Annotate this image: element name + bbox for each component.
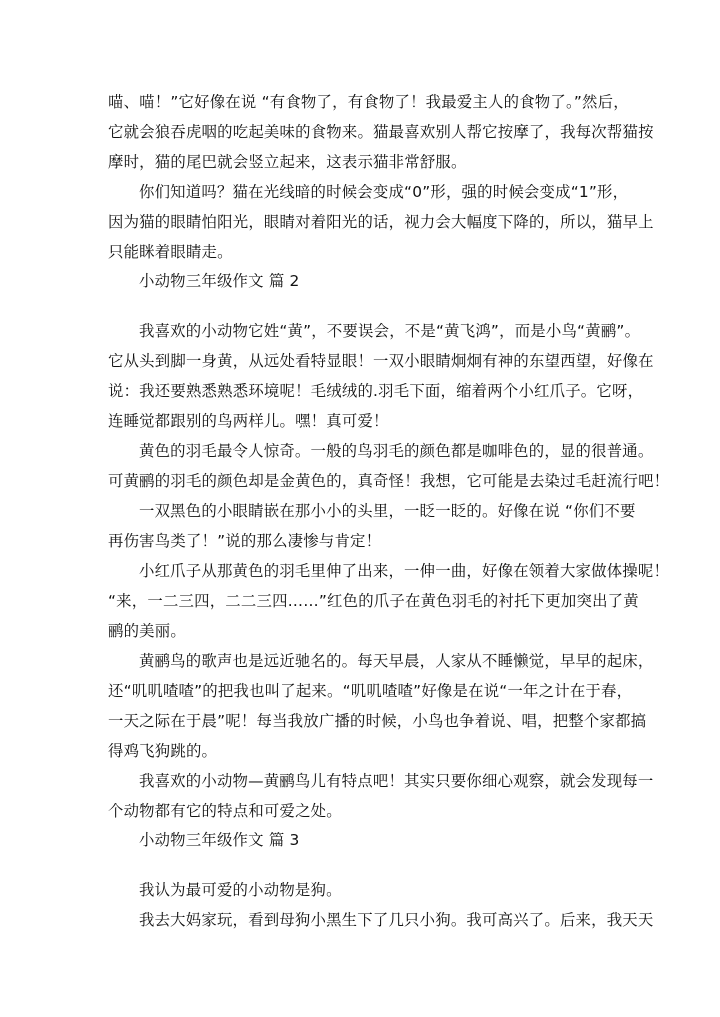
- paragraph-start: 我去大妈家玩，看到母狗小黑生下了几只小狗。我可高兴了。后来，我天天: [139, 911, 654, 929]
- paragraph-start: 黄鹂鸟的歌声也是远近驰名的。每天早晨，人家从不睡懒觉，早早的起床，: [139, 652, 654, 670]
- paragraph-start: 你们知道吗？猫在光线暗的时候会变成“0”形，强的时候会变成“1”形，: [139, 183, 629, 201]
- paragraph-start: 我认为最可爱的小动物是狗。: [139, 881, 342, 899]
- text-line: 只能眯着眼睛走。: [108, 243, 233, 261]
- text-line: “来，一二三四，二二三四……”红色的爪子在黄色羽毛的衬托下更加突出了黄: [108, 592, 639, 610]
- text-line: 鹂的美丽。: [108, 622, 186, 640]
- paragraph-start: 我喜欢的小动物—黄鹂鸟儿有特点吧！其实只要你细心观察，就会发现每一: [139, 772, 654, 790]
- paragraph-start: 黄色的羽毛最令人惊奇。一般的鸟羽毛的颜色都是咖啡色的，显的很普通。: [139, 442, 654, 460]
- text-line: 一天之际在于晨”呢！每当我放广播的时候，小鸟也争着说、唱，把整个家都搞: [108, 712, 647, 730]
- section-heading: 小动物三年级作文 篇 3: [139, 831, 300, 849]
- paragraph-start: 我喜欢的小动物它姓“黄”，不要误会，不是“黄飞鸿”，而是小鸟“黄鹂”。: [139, 322, 641, 340]
- paragraph-start: 小红爪子从那黄色的羽毛里伸了出来，一伸一曲，好像在领着大家做体操呢！: [139, 562, 670, 580]
- text-line: 还“叽叽喳喳”的把我也叫了起来。“叽叽喳喳”好像是在说“一年之计在于春，: [108, 682, 633, 700]
- text-line: 再伤害鸟类了！”说的那么凄惨与肯定！: [108, 532, 382, 550]
- section-heading: 小动物三年级作文 篇 2: [139, 272, 300, 290]
- text-line: 可黄鹂的羽毛的颜色却是金黄色的，真奇怪！我想，它可能是去染过毛赶流行吧！: [108, 472, 670, 490]
- text-line: 摩时，猫的尾巴就会竖立起来，这表示猫非常舒服。: [108, 153, 467, 171]
- text-line: 它就会狼吞虎咽的吃起美味的食物来。猫最喜欢别人帮它按摩了，我每次帮猫按: [108, 123, 654, 141]
- text-line: 因为猫的眼睛怕阳光，眼睛对着阳光的话，视力会大幅度下降的，所以，猫早上: [108, 213, 654, 231]
- text-line: 个动物都有它的特点和可爱之处。: [108, 802, 342, 820]
- text-line: 得鸡飞狗跳的。: [108, 742, 218, 760]
- text-line: 它从头到脚一身黄，从远处看特显眼！一双小眼睛炯炯有神的东望西望，好像在: [108, 352, 654, 370]
- text-line: 喵、喵！”它好像在说 “有食物了，有食物了！我最爱主人的食物了。”然后，: [108, 93, 629, 111]
- paragraph-start: 一双黑色的小眼睛嵌在那小小的头里，一眨一眨的。好像在说 “你们不要: [139, 502, 636, 520]
- text-line: 连睡觉都跟别的鸟两样儿。嘿！真可爱！: [108, 412, 389, 430]
- text-line: 说：我还要熟悉熟悉环境呢！毛绒绒的.羽毛下面，缩着两个小红爪子。它呀，: [108, 382, 644, 400]
